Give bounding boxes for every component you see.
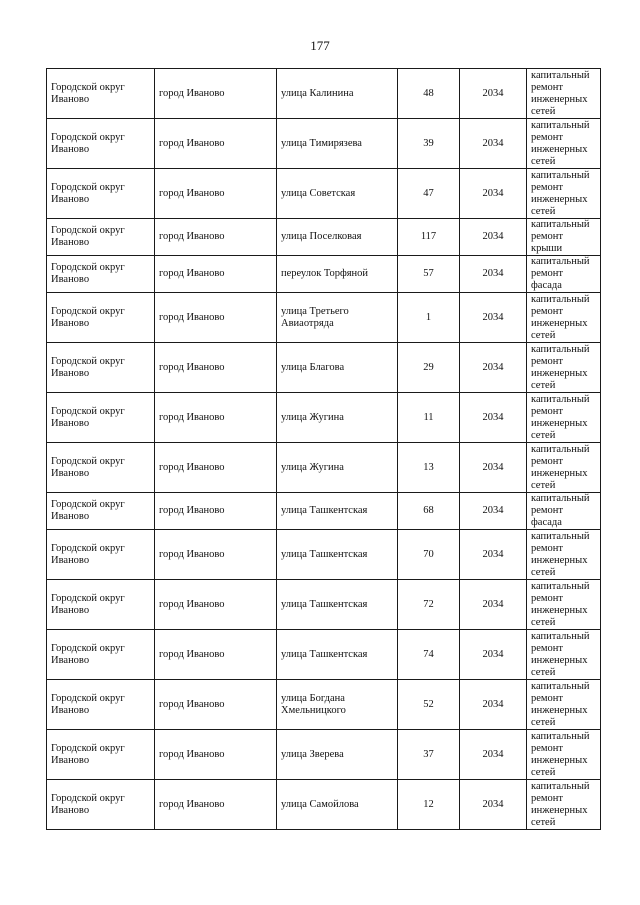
work-type-cell: капитальный ремонт фасада xyxy=(527,256,601,293)
house-number-cell: 68 xyxy=(398,493,460,530)
settlement-cell: город Иваново xyxy=(155,630,277,680)
street-cell: улица Поселковая xyxy=(277,219,398,256)
table-row xyxy=(47,443,601,493)
work-type-cell: капитальный ремонт инженерных сетей xyxy=(527,393,601,443)
settlement-cell: город Иваново xyxy=(155,219,277,256)
street-cell: улица Зверева xyxy=(277,730,398,780)
work-type-cell: капитальный ремонт инженерных сетей xyxy=(527,443,601,493)
municipality-cell: Городской округ Иваново xyxy=(47,680,155,730)
house-number-cell: 11 xyxy=(398,393,460,443)
street-cell: улица Ташкентская xyxy=(277,530,398,580)
settlement-cell: город Иваново xyxy=(155,443,277,493)
street-cell: улица Жугина xyxy=(277,393,398,443)
house-number-cell: 47 xyxy=(398,169,460,219)
year-cell: 2034 xyxy=(460,730,527,780)
municipality-cell: Городской округ Иваново xyxy=(47,69,155,119)
house-number-cell: 52 xyxy=(398,680,460,730)
year-cell: 2034 xyxy=(460,493,527,530)
municipality-cell: Городской округ Иваново xyxy=(47,119,155,169)
work-type-cell: капитальный ремонт инженерных сетей xyxy=(527,119,601,169)
table-row xyxy=(47,680,601,730)
municipality-cell: Городской округ Иваново xyxy=(47,530,155,580)
settlement-cell: город Иваново xyxy=(155,343,277,393)
street-cell: переулок Торфяной xyxy=(277,256,398,293)
table-row xyxy=(47,580,601,630)
municipality-cell: Городской округ Иваново xyxy=(47,293,155,343)
municipality-cell: Городской округ Иваново xyxy=(47,630,155,680)
house-number-cell: 72 xyxy=(398,580,460,630)
municipality-cell: Городской округ Иваново xyxy=(47,343,155,393)
year-cell: 2034 xyxy=(460,580,527,630)
work-type-cell: капитальный ремонт инженерных сетей xyxy=(527,680,601,730)
table-row xyxy=(47,293,601,343)
street-cell: улица Самойлова xyxy=(277,780,398,830)
table-row xyxy=(47,343,601,393)
table-row xyxy=(47,780,601,830)
year-cell: 2034 xyxy=(460,119,527,169)
work-type-cell: капитальный ремонт инженерных сетей xyxy=(527,730,601,780)
table-row xyxy=(47,69,601,119)
municipality-cell: Городской округ Иваново xyxy=(47,493,155,530)
house-number-cell: 57 xyxy=(398,256,460,293)
house-number-cell: 1 xyxy=(398,293,460,343)
repair-schedule-table xyxy=(46,68,601,830)
table-row xyxy=(47,493,601,530)
street-cell: улица Третьего Авиаотряда xyxy=(277,293,398,343)
street-cell: улица Ташкентская xyxy=(277,493,398,530)
settlement-cell: город Иваново xyxy=(155,780,277,830)
year-cell: 2034 xyxy=(460,293,527,343)
table-row xyxy=(47,730,601,780)
year-cell: 2034 xyxy=(460,343,527,393)
municipality-cell: Городской округ Иваново xyxy=(47,256,155,293)
work-type-cell: капитальный ремонт инженерных сетей xyxy=(527,780,601,830)
year-cell: 2034 xyxy=(460,69,527,119)
house-number-cell: 48 xyxy=(398,69,460,119)
house-number-cell: 74 xyxy=(398,630,460,680)
municipality-cell: Городской округ Иваново xyxy=(47,219,155,256)
settlement-cell: город Иваново xyxy=(155,730,277,780)
work-type-cell: капитальный ремонт фасада xyxy=(527,493,601,530)
year-cell: 2034 xyxy=(460,169,527,219)
table-row xyxy=(47,630,601,680)
year-cell: 2034 xyxy=(460,530,527,580)
year-cell: 2034 xyxy=(460,256,527,293)
street-cell: улица Жугина xyxy=(277,443,398,493)
municipality-cell: Городской округ Иваново xyxy=(47,780,155,830)
page-number: 177 xyxy=(310,38,330,53)
year-cell: 2034 xyxy=(460,680,527,730)
year-cell: 2034 xyxy=(460,630,527,680)
year-cell: 2034 xyxy=(460,443,527,493)
house-number-cell: 29 xyxy=(398,343,460,393)
settlement-cell: город Иваново xyxy=(155,119,277,169)
house-number-cell: 117 xyxy=(398,219,460,256)
house-number-cell: 13 xyxy=(398,443,460,493)
work-type-cell: капитальный ремонт инженерных сетей xyxy=(527,630,601,680)
street-cell: улица Богдана Хмельницкого xyxy=(277,680,398,730)
street-cell: улица Тимирязева xyxy=(277,119,398,169)
municipality-cell: Городской округ Иваново xyxy=(47,169,155,219)
settlement-cell: город Иваново xyxy=(155,169,277,219)
street-cell: улица Советская xyxy=(277,169,398,219)
street-cell: улица Ташкентская xyxy=(277,580,398,630)
year-cell: 2034 xyxy=(460,219,527,256)
street-cell: улица Ташкентская xyxy=(277,630,398,680)
table-row xyxy=(47,256,601,293)
municipality-cell: Городской округ Иваново xyxy=(47,393,155,443)
settlement-cell: город Иваново xyxy=(155,680,277,730)
house-number-cell: 39 xyxy=(398,119,460,169)
table-row xyxy=(47,393,601,443)
work-type-cell: капитальный ремонт инженерных сетей xyxy=(527,580,601,630)
settlement-cell: город Иваново xyxy=(155,493,277,530)
settlement-cell: город Иваново xyxy=(155,69,277,119)
settlement-cell: город Иваново xyxy=(155,256,277,293)
settlement-cell: город Иваново xyxy=(155,530,277,580)
municipality-cell: Городской округ Иваново xyxy=(47,730,155,780)
settlement-cell: город Иваново xyxy=(155,580,277,630)
settlement-cell: город Иваново xyxy=(155,393,277,443)
work-type-cell: капитальный ремонт инженерных сетей xyxy=(527,530,601,580)
house-number-cell: 37 xyxy=(398,730,460,780)
table-row xyxy=(47,530,601,580)
table-row xyxy=(47,219,601,256)
table-row xyxy=(47,169,601,219)
municipality-cell: Городской округ Иваново xyxy=(47,443,155,493)
work-type-cell: капитальный ремонт инженерных сетей xyxy=(527,169,601,219)
settlement-cell: город Иваново xyxy=(155,293,277,343)
table-body xyxy=(47,69,601,830)
street-cell: улица Калинина xyxy=(277,69,398,119)
work-type-cell: капитальный ремонт инженерных сетей xyxy=(527,69,601,119)
house-number-cell: 70 xyxy=(398,530,460,580)
work-type-cell: капитальный ремонт инженерных сетей xyxy=(527,293,601,343)
municipality-cell: Городской округ Иваново xyxy=(47,580,155,630)
house-number-cell: 12 xyxy=(398,780,460,830)
table-row xyxy=(47,119,601,169)
work-type-cell: капитальный ремонт крыши xyxy=(527,219,601,256)
year-cell: 2034 xyxy=(460,393,527,443)
year-cell: 2034 xyxy=(460,780,527,830)
work-type-cell: капитальный ремонт инженерных сетей xyxy=(527,343,601,393)
street-cell: улица Благова xyxy=(277,343,398,393)
